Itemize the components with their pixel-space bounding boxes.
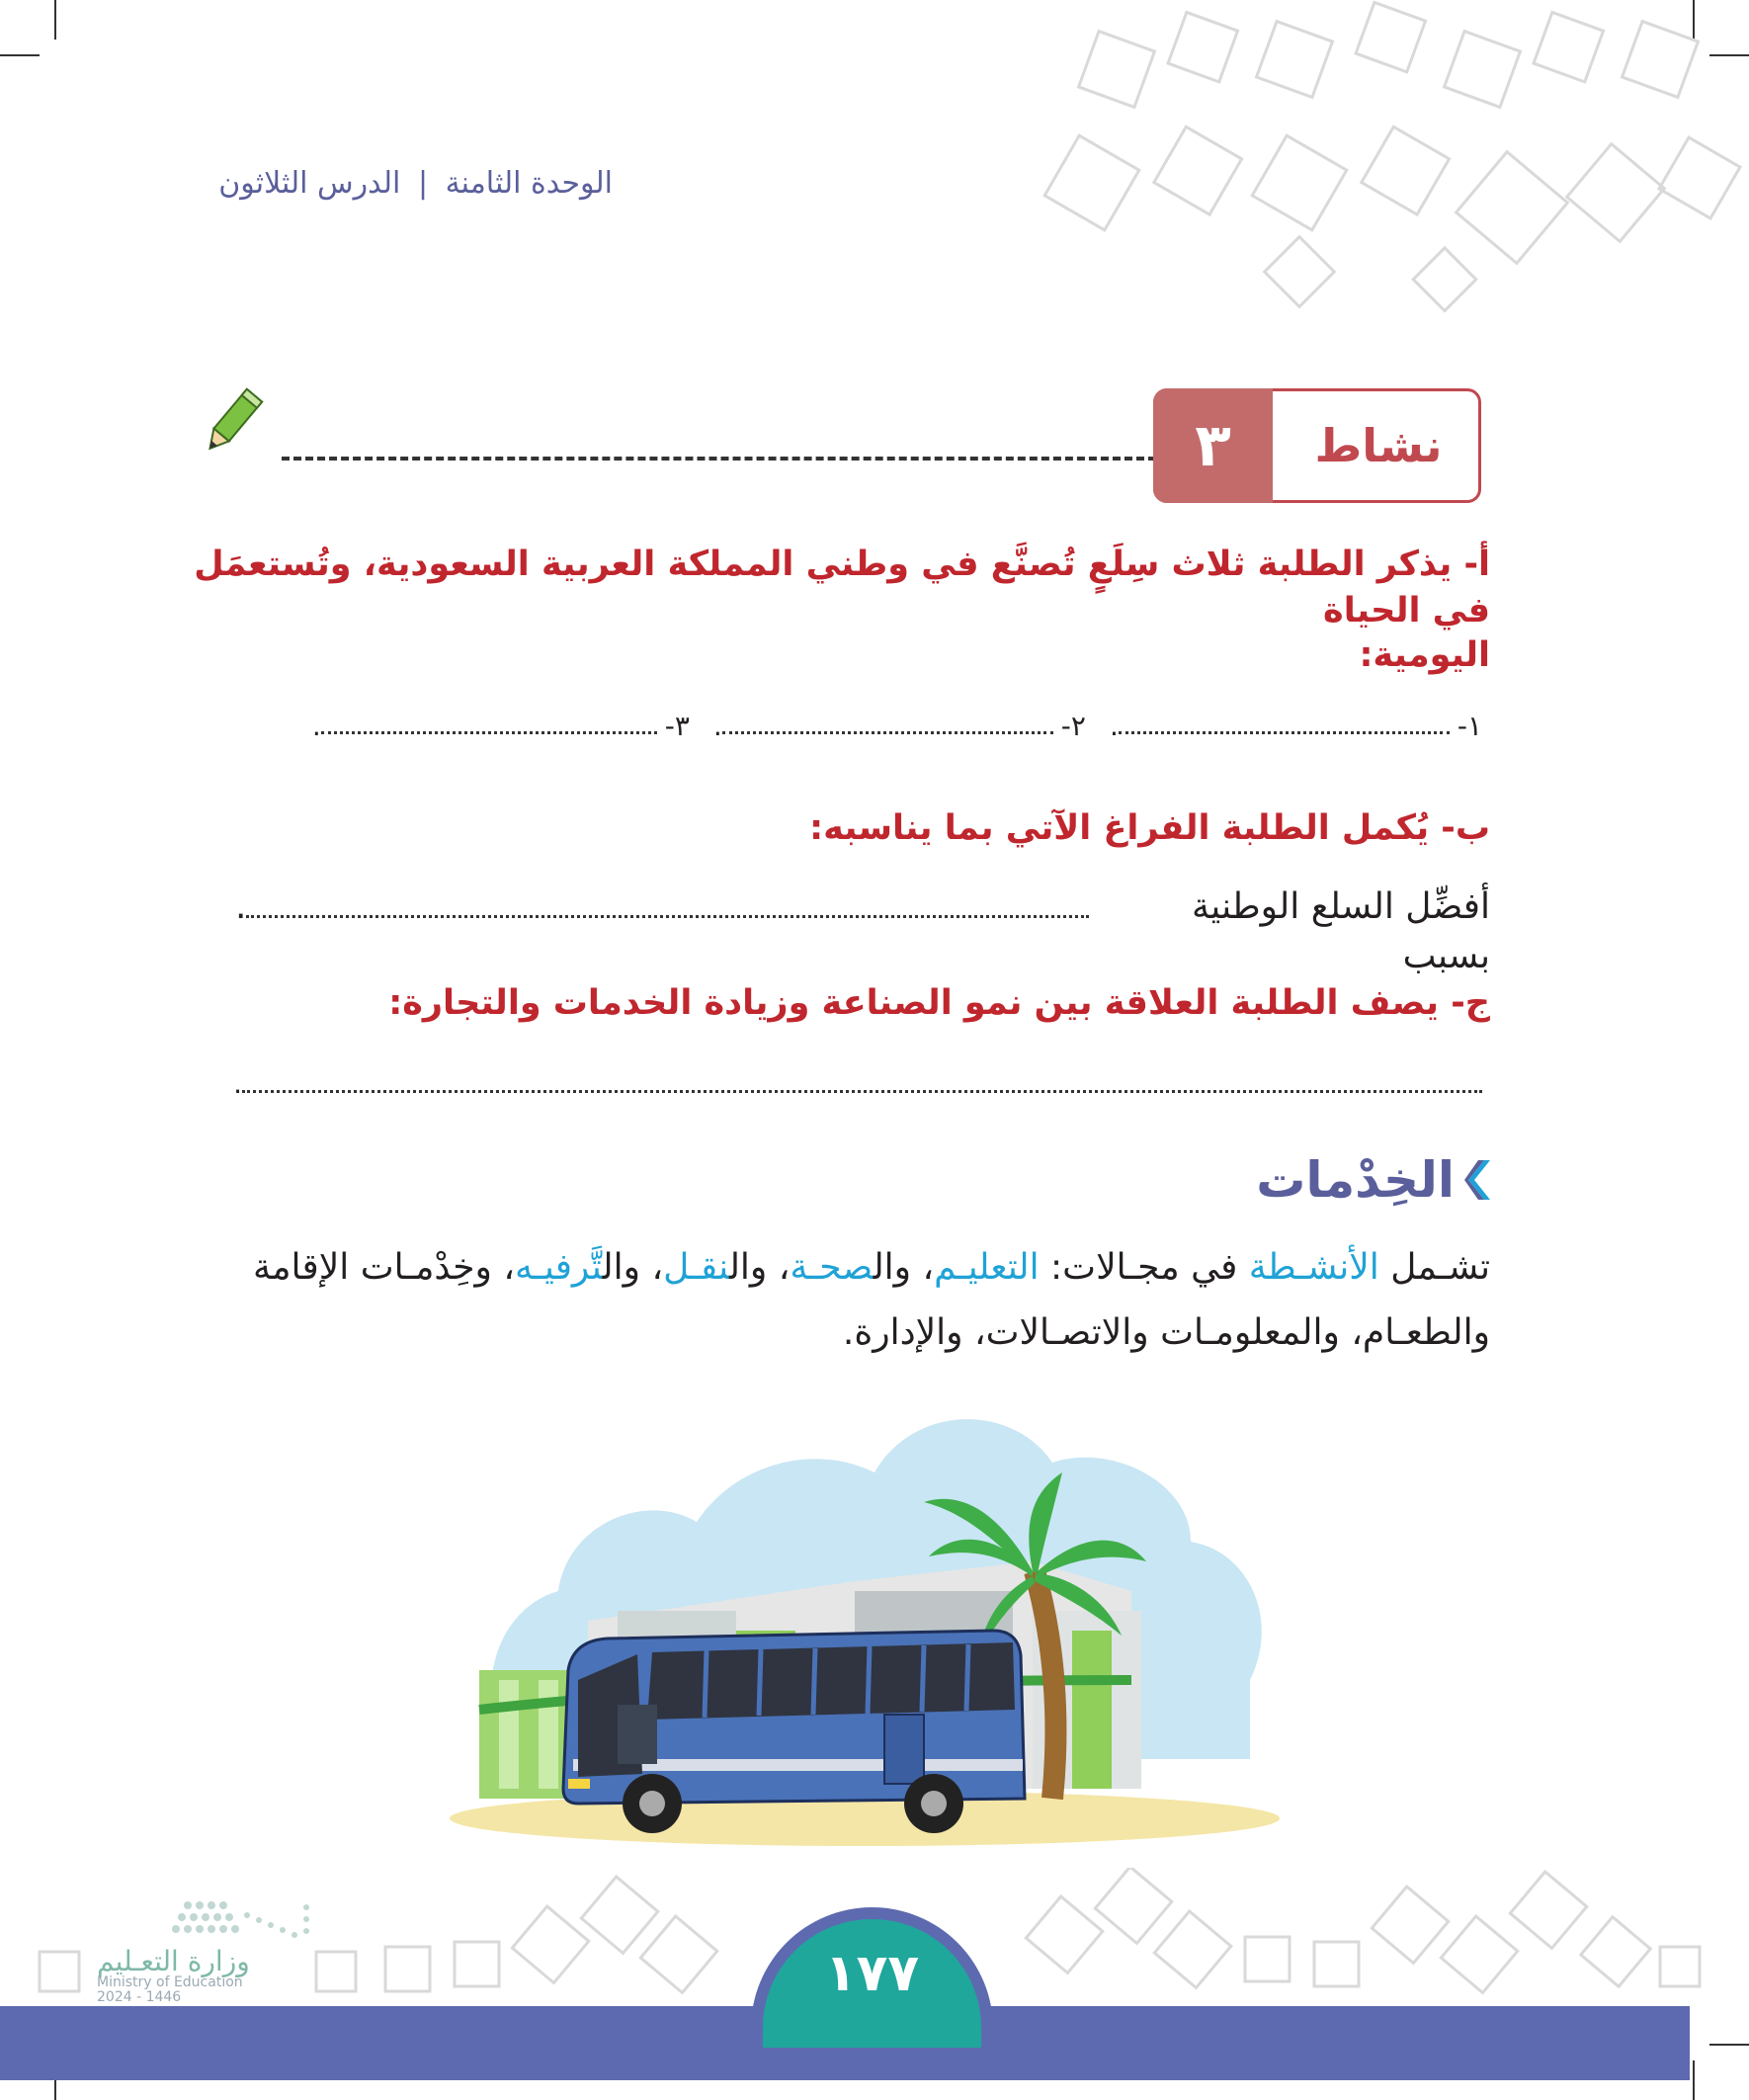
- question-c-blank[interactable]: [242, 1068, 1482, 1093]
- decorative-pattern: [1028, 0, 1749, 336]
- keyword-activities: الأنشـطة: [1248, 1247, 1379, 1288]
- services-line2: والطعـام، والمعلومـات والاتصـالات، والإدارة.: [842, 1312, 1490, 1354]
- question-c: ج- يصف الطلبة العلاقة بين نمو الصناعة وزيادة الخدمات والتجارة:: [388, 983, 1490, 1023]
- question-a-line2: اليومية:: [1359, 635, 1490, 675]
- text-run: ، وال: [728, 1247, 791, 1288]
- activity-number: ٣: [1153, 388, 1273, 503]
- text-run: ، وال: [602, 1247, 664, 1288]
- blank-2-label: ٢-: [1060, 710, 1086, 742]
- activity-label: نشاط: [1314, 419, 1443, 472]
- question-b-sentence: أفضِّل السلع الوطنية بسبب: [1192, 886, 1490, 977]
- question-b-answer: [235, 882, 1490, 982]
- header-separator: |: [417, 166, 429, 201]
- lesson-title: الدرس الثلاثون: [218, 166, 401, 201]
- text-run: ، وال: [873, 1247, 935, 1288]
- services-paragraph: [206, 1243, 1490, 1359]
- running-header: [198, 166, 613, 201]
- keyword-recreation: تَّرفيـه: [514, 1247, 603, 1288]
- section-title-text: الخِدْمات: [1256, 1151, 1455, 1209]
- crop-mark: [1693, 2060, 1695, 2100]
- keyword-transport: نقـل: [663, 1247, 729, 1288]
- ministry-name-en: Ministry of Education: [97, 1974, 243, 1991]
- question-b: ب- يُكمل الطلبة الفراغ الآتي بما يناسبه:: [809, 808, 1490, 848]
- blank-2-end: .: [712, 710, 722, 742]
- chevron-icon: [1464, 1160, 1490, 1200]
- blank-2-line[interactable]: [722, 710, 1053, 734]
- pencil-icon: [198, 385, 267, 460]
- crop-mark: [54, 0, 56, 40]
- keyword-education: التعليـم: [934, 1247, 1040, 1288]
- keyword-health: صحـة: [790, 1247, 874, 1288]
- ministry-name-ar: وزارة التعـليم: [97, 1945, 250, 1977]
- services-illustration: [440, 1384, 1299, 1848]
- blank-3-end: .: [311, 710, 321, 742]
- answer-blanks-a: [257, 710, 1482, 749]
- blank-1-end: .: [1109, 710, 1119, 742]
- text-run: في مجـالات:: [1039, 1247, 1249, 1288]
- blank-3-line[interactable]: [321, 710, 657, 734]
- question-a-line1: أ- يذكر الطلبة ثلاث سِلَعٍ تُصنَّع في وطني المملكة العربية السعودية، وتُستعمَل في الحياة: [194, 545, 1490, 631]
- edition-year: 2024 - 1446: [97, 1989, 182, 2006]
- ministry-text: [97, 1947, 250, 2005]
- question-c-end: .: [233, 1067, 242, 1100]
- question-a: [186, 542, 1490, 635]
- question-c-answer: [229, 1067, 1482, 1100]
- question-b-end: .: [235, 886, 247, 927]
- question-b-blank[interactable]: [246, 893, 1089, 918]
- services-line1: [206, 1243, 1490, 1293]
- section-title-services: [1256, 1151, 1490, 1209]
- blank-1-line[interactable]: [1119, 710, 1450, 734]
- text-run: ، وخِدْمـات الإقامة: [252, 1247, 515, 1288]
- crop-mark: [1709, 2044, 1749, 2046]
- dashed-divider: [282, 457, 1156, 461]
- blank-1-label: ١-: [1457, 710, 1482, 742]
- unit-title: الوحدة الثامنة: [445, 166, 613, 201]
- text-run: تشـمل: [1378, 1247, 1490, 1288]
- page-number: ١٧٧: [763, 1919, 981, 2048]
- blank-3-label: ٣-: [664, 710, 690, 742]
- crop-mark: [0, 54, 40, 56]
